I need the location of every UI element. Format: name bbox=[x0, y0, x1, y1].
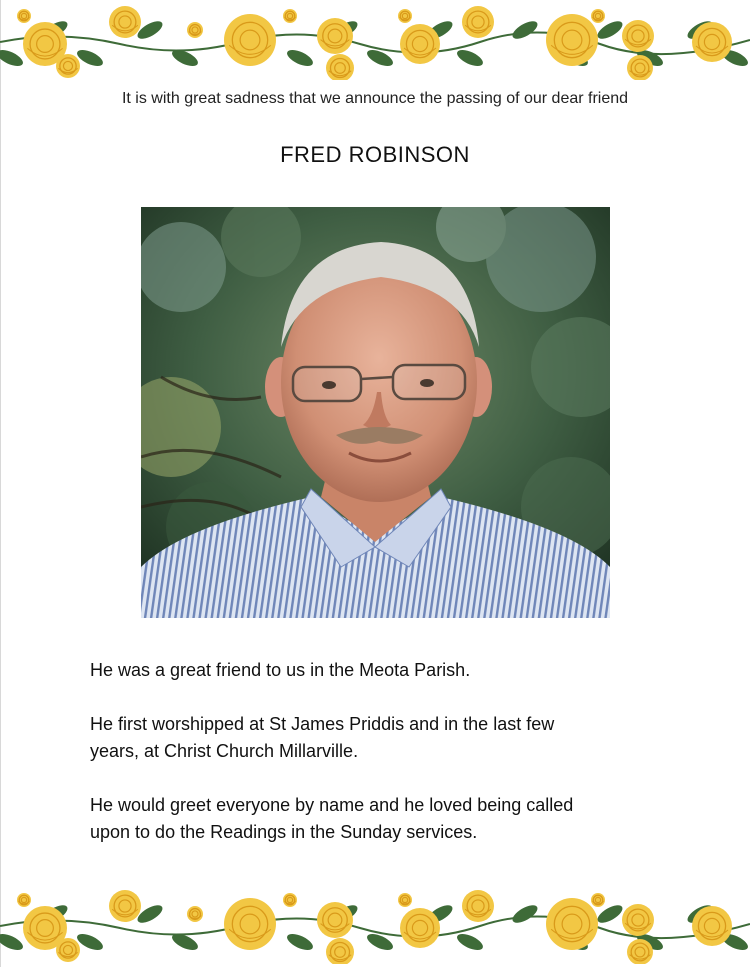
rose-icon bbox=[546, 14, 598, 66]
rose-icon bbox=[692, 22, 732, 62]
paragraph-1-line-1: He was a great friend to us in the Meota Parish. bbox=[90, 660, 471, 680]
leaf-icon bbox=[510, 18, 540, 42]
leaf-icon bbox=[455, 47, 485, 70]
leaf-icon bbox=[455, 931, 485, 954]
rose-icon bbox=[400, 24, 440, 64]
paragraph-2-line-2: years, at Christ Church Millarville. bbox=[90, 741, 359, 761]
portrait-photo bbox=[141, 207, 610, 618]
rose-icon bbox=[326, 938, 354, 964]
leaf-icon bbox=[285, 931, 315, 954]
rose-icon bbox=[17, 893, 31, 907]
rose-icon bbox=[400, 908, 440, 948]
leaf-icon bbox=[0, 931, 25, 954]
deceased-name: FRED ROBINSON bbox=[280, 142, 470, 167]
rose-icon bbox=[398, 9, 412, 23]
leaf-icon bbox=[0, 47, 25, 70]
rose-icon bbox=[627, 55, 653, 80]
rose-icon bbox=[622, 904, 654, 936]
paragraph-3-line-2: upon to do the Readings in the Sunday services. bbox=[90, 822, 478, 842]
rose-border-bottom bbox=[0, 884, 750, 964]
rose-icon bbox=[187, 906, 203, 922]
rose-icon bbox=[398, 893, 412, 907]
paragraph-3 bbox=[90, 792, 670, 846]
rose-icon bbox=[317, 902, 353, 938]
rose-icon bbox=[591, 9, 605, 23]
rose-icon bbox=[109, 6, 141, 38]
rose-icon bbox=[317, 18, 353, 54]
rose-icon bbox=[56, 938, 80, 962]
leaf-icon bbox=[510, 902, 540, 926]
rose-icon bbox=[224, 898, 276, 950]
paragraph-2 bbox=[90, 711, 670, 765]
rose-icon bbox=[224, 14, 276, 66]
rose-icon bbox=[462, 890, 494, 922]
rose-icon bbox=[187, 22, 203, 38]
rose-border-top bbox=[0, 0, 750, 80]
paragraph-1 bbox=[90, 657, 670, 684]
rose-icon bbox=[326, 54, 354, 80]
rose-icon bbox=[56, 54, 80, 78]
rose-icon bbox=[17, 9, 31, 23]
rose-icon bbox=[283, 893, 297, 907]
rose-icon bbox=[591, 893, 605, 907]
rose-icon bbox=[462, 6, 494, 38]
rose-icon bbox=[692, 906, 732, 946]
rose-icon bbox=[109, 890, 141, 922]
rose-icon bbox=[283, 9, 297, 23]
rose-icon bbox=[546, 898, 598, 950]
rose-icon bbox=[622, 20, 654, 52]
paragraph-2-line-1: He first worshipped at St James Priddis and in the last few bbox=[90, 714, 555, 734]
paragraph-3-line-1: He would greet everyone by name and he loved being called bbox=[90, 795, 574, 815]
rose-icon bbox=[627, 939, 653, 964]
intro-text: It is with great sadness that we announce the passing of our dear friend bbox=[121, 90, 629, 107]
leaf-icon bbox=[285, 47, 315, 70]
